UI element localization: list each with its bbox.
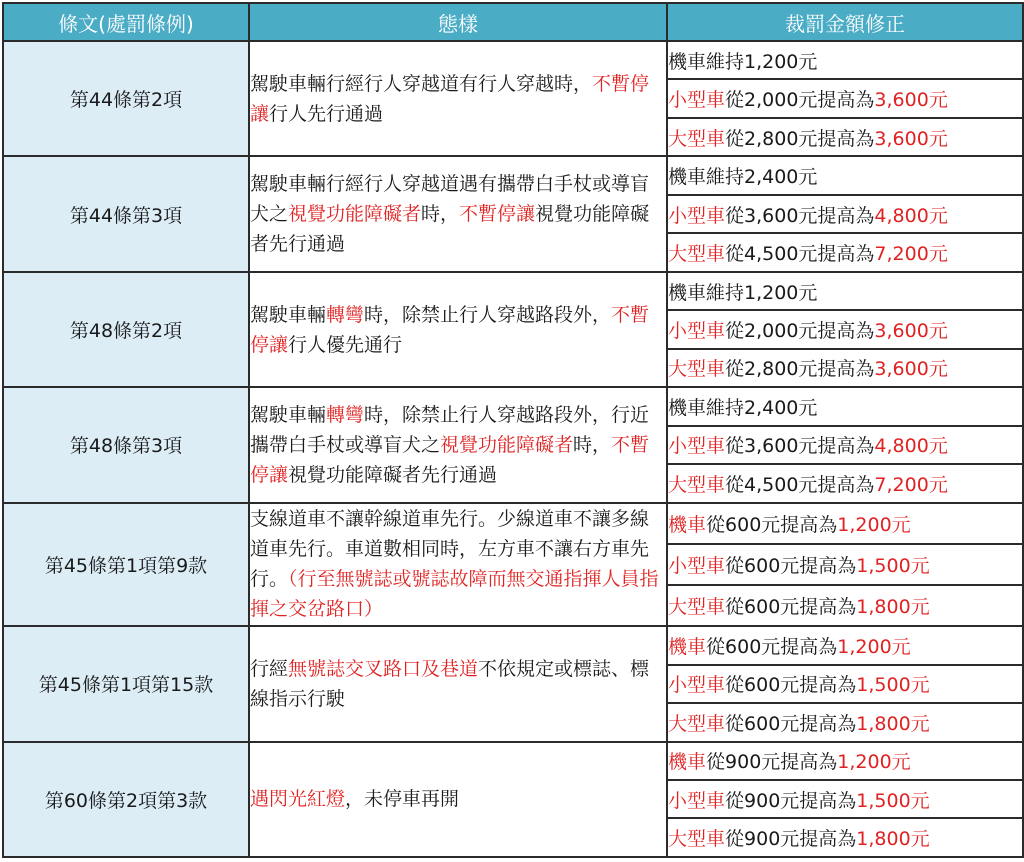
fine-text: 從2,000元提高為 bbox=[725, 89, 875, 112]
fine-highlight: 1,200元 bbox=[837, 751, 911, 774]
header-article: 條文(處罰條例) bbox=[3, 3, 249, 41]
description-highlight: 不暫停讓 bbox=[250, 72, 650, 125]
description-cell bbox=[249, 156, 667, 271]
fine-cell bbox=[667, 585, 1023, 626]
fine-cell bbox=[667, 665, 1023, 703]
fine-highlight: 小型車 bbox=[668, 789, 726, 812]
fine-cell bbox=[667, 118, 1023, 156]
fine-highlight: 1,500元 bbox=[856, 554, 930, 577]
fine-highlight: 1,800元 bbox=[856, 828, 930, 851]
article-cell: 第44條第2項 bbox=[3, 41, 249, 156]
fine-cell bbox=[667, 349, 1023, 387]
fine-highlight: 大型車 bbox=[668, 712, 726, 735]
fine-highlight: 1,500元 bbox=[856, 789, 930, 812]
description-highlight: 不暫停讓 bbox=[250, 303, 650, 356]
description-highlight: 轉彎 bbox=[326, 303, 365, 326]
fine-highlight: 4,800元 bbox=[874, 204, 948, 227]
fine-highlight: 3,600元 bbox=[874, 320, 948, 343]
header-row bbox=[3, 3, 1023, 41]
fine-text: 從2,000元提高為 bbox=[725, 320, 875, 343]
fine-highlight: 小型車 bbox=[668, 674, 726, 697]
description-cell bbox=[249, 503, 667, 627]
fine-cell bbox=[667, 503, 1023, 544]
fine-highlight: 小型車 bbox=[668, 89, 726, 112]
table-row bbox=[3, 272, 1023, 310]
article-cell: 第44條第3項 bbox=[3, 156, 249, 271]
description-highlight: 視覺功能障礙者 bbox=[288, 203, 422, 226]
fine-text: 機車維持1,200元 bbox=[668, 281, 818, 304]
description-text: 駕駛車輛 bbox=[250, 403, 327, 426]
fine-text: 從600元提高為 bbox=[706, 635, 838, 658]
article-cell: 第48條第3項 bbox=[3, 387, 249, 502]
fine-text: 從600元提高為 bbox=[706, 513, 838, 536]
fine-text: 從3,600元提高為 bbox=[725, 435, 875, 458]
fine-highlight: 1,800元 bbox=[856, 596, 930, 619]
fine-highlight: 3,600元 bbox=[874, 89, 948, 112]
fine-highlight: 機車 bbox=[668, 751, 707, 774]
fine-text: 從2,800元提高為 bbox=[725, 127, 875, 150]
table-row bbox=[3, 626, 1023, 664]
fine-text: 從600元提高為 bbox=[725, 712, 857, 735]
description-highlight: 遇閃光紅燈 bbox=[250, 788, 346, 811]
fine-text: 從900元提高為 bbox=[725, 828, 857, 851]
fine-text: 機車維持2,400元 bbox=[668, 166, 818, 189]
description-text: 行經 bbox=[250, 657, 289, 680]
fine-text: 從4,500元提高為 bbox=[725, 243, 875, 266]
description-highlight: 無號誌交叉路口及巷道 bbox=[288, 657, 479, 680]
table-row bbox=[3, 503, 1023, 544]
table-row bbox=[3, 156, 1023, 194]
fine-highlight: 1,500元 bbox=[856, 674, 930, 697]
fine-text: 從600元提高為 bbox=[725, 674, 857, 697]
fine-cell bbox=[667, 310, 1023, 348]
header-fine-revision: 裁罰金額修正 bbox=[667, 3, 1023, 41]
fine-highlight: 小型車 bbox=[668, 554, 726, 577]
table-body bbox=[3, 41, 1023, 857]
fine-text: 從3,600元提高為 bbox=[725, 204, 875, 227]
description-cell bbox=[249, 41, 667, 156]
fine-highlight: 7,200元 bbox=[874, 243, 948, 266]
description-cell bbox=[249, 387, 667, 502]
description-text: 時， bbox=[573, 433, 612, 456]
fine-text: 機車維持2,400元 bbox=[668, 396, 818, 419]
fine-highlight: 機車 bbox=[668, 635, 707, 658]
article-cell: 第48條第2項 bbox=[3, 272, 249, 387]
fine-cell bbox=[667, 41, 1023, 79]
fine-cell bbox=[667, 195, 1023, 233]
fine-highlight: 4,800元 bbox=[874, 435, 948, 458]
fine-text: 從2,800元提高為 bbox=[725, 358, 875, 381]
header-description: 態樣 bbox=[249, 3, 667, 41]
fine-highlight: 大型車 bbox=[668, 473, 726, 496]
fine-cell bbox=[667, 742, 1023, 780]
fine-highlight: 機車 bbox=[668, 513, 707, 536]
description-text: 行人優先通行 bbox=[288, 333, 403, 356]
fine-highlight: 1,200元 bbox=[837, 513, 911, 536]
description-cell bbox=[249, 742, 667, 857]
fine-cell bbox=[667, 626, 1023, 664]
fine-cell bbox=[667, 156, 1023, 194]
fine-highlight: 3,600元 bbox=[874, 358, 948, 381]
description-highlight: 視覺功能障礙者 bbox=[440, 433, 574, 456]
description-highlight: 不暫停讓 bbox=[250, 433, 650, 486]
fine-cell bbox=[667, 79, 1023, 117]
description-text: 視覺功能障礙者先行通過 bbox=[250, 203, 650, 256]
description-highlight: （行至無號誌或號誌故障而無交通指揮人員指揮之交岔路口） bbox=[250, 568, 659, 621]
description-text: 時， bbox=[421, 203, 460, 226]
table-row bbox=[3, 742, 1023, 780]
fine-highlight: 大型車 bbox=[668, 127, 726, 150]
description-text: 行人先行通過 bbox=[269, 102, 384, 125]
fine-highlight: 大型車 bbox=[668, 596, 726, 619]
fine-highlight: 大型車 bbox=[668, 243, 726, 266]
fine-highlight: 3,600元 bbox=[874, 127, 948, 150]
fine-text: 從4,500元提高為 bbox=[725, 473, 875, 496]
description-cell bbox=[249, 626, 667, 741]
description-cell bbox=[249, 272, 667, 387]
fine-highlight: 小型車 bbox=[668, 435, 726, 458]
fine-cell bbox=[667, 544, 1023, 585]
fine-cell bbox=[667, 464, 1023, 502]
table-row bbox=[3, 41, 1023, 79]
article-cell: 第60條第2項第3款 bbox=[3, 742, 249, 857]
fine-cell bbox=[667, 387, 1023, 425]
fine-highlight: 小型車 bbox=[668, 320, 726, 343]
fine-highlight: 大型車 bbox=[668, 828, 726, 851]
fine-text: 從600元提高為 bbox=[725, 554, 857, 577]
description-text: 駕駛車輛行經行人穿越道有行人穿越時， bbox=[250, 72, 593, 95]
fine-text: 從900元提高為 bbox=[706, 751, 838, 774]
description-text: ，未停車再開 bbox=[345, 788, 460, 811]
fine-cell bbox=[667, 818, 1023, 857]
fine-cell bbox=[667, 233, 1023, 271]
fine-highlight: 1,800元 bbox=[856, 712, 930, 735]
fine-revision-table bbox=[2, 2, 1024, 858]
description-text: 駕駛車輛行經行人穿越道遇有攜帶白手杖或導盲犬之 bbox=[250, 173, 650, 226]
description-text: 時，除禁止行人穿越路段外，行近攜帶白手杖或導盲犬之 bbox=[250, 403, 650, 456]
description-text: 視覺功能障礙者先行通過 bbox=[288, 463, 498, 486]
fine-text: 機車維持1,200元 bbox=[668, 50, 818, 73]
fine-cell bbox=[667, 703, 1023, 741]
table-row bbox=[3, 387, 1023, 425]
fine-cell bbox=[667, 426, 1023, 464]
article-cell: 第45條第1項第9款 bbox=[3, 503, 249, 627]
fine-highlight: 小型車 bbox=[668, 204, 726, 227]
fine-cell bbox=[667, 272, 1023, 310]
fine-cell bbox=[667, 780, 1023, 818]
fine-highlight: 大型車 bbox=[668, 358, 726, 381]
fine-highlight: 1,200元 bbox=[837, 635, 911, 658]
description-highlight: 轉彎 bbox=[326, 403, 365, 426]
description-highlight: 不暫停讓 bbox=[459, 203, 536, 226]
fine-highlight: 7,200元 bbox=[874, 473, 948, 496]
fine-text: 從900元提高為 bbox=[725, 789, 857, 812]
description-text: 駕駛車輛 bbox=[250, 303, 327, 326]
description-text: 不依規定或標誌、標線指示行駛 bbox=[250, 657, 650, 710]
fine-text: 從600元提高為 bbox=[725, 596, 857, 619]
description-text: 時，除禁止行人穿越路段外， bbox=[364, 303, 612, 326]
description-text: 支線道車不讓幹線道車先行。少線道車不讓多線道車先行。車道數相同時，左方車不讓右方車先行。 bbox=[250, 508, 650, 591]
article-cell: 第45條第1項第15款 bbox=[3, 626, 249, 741]
